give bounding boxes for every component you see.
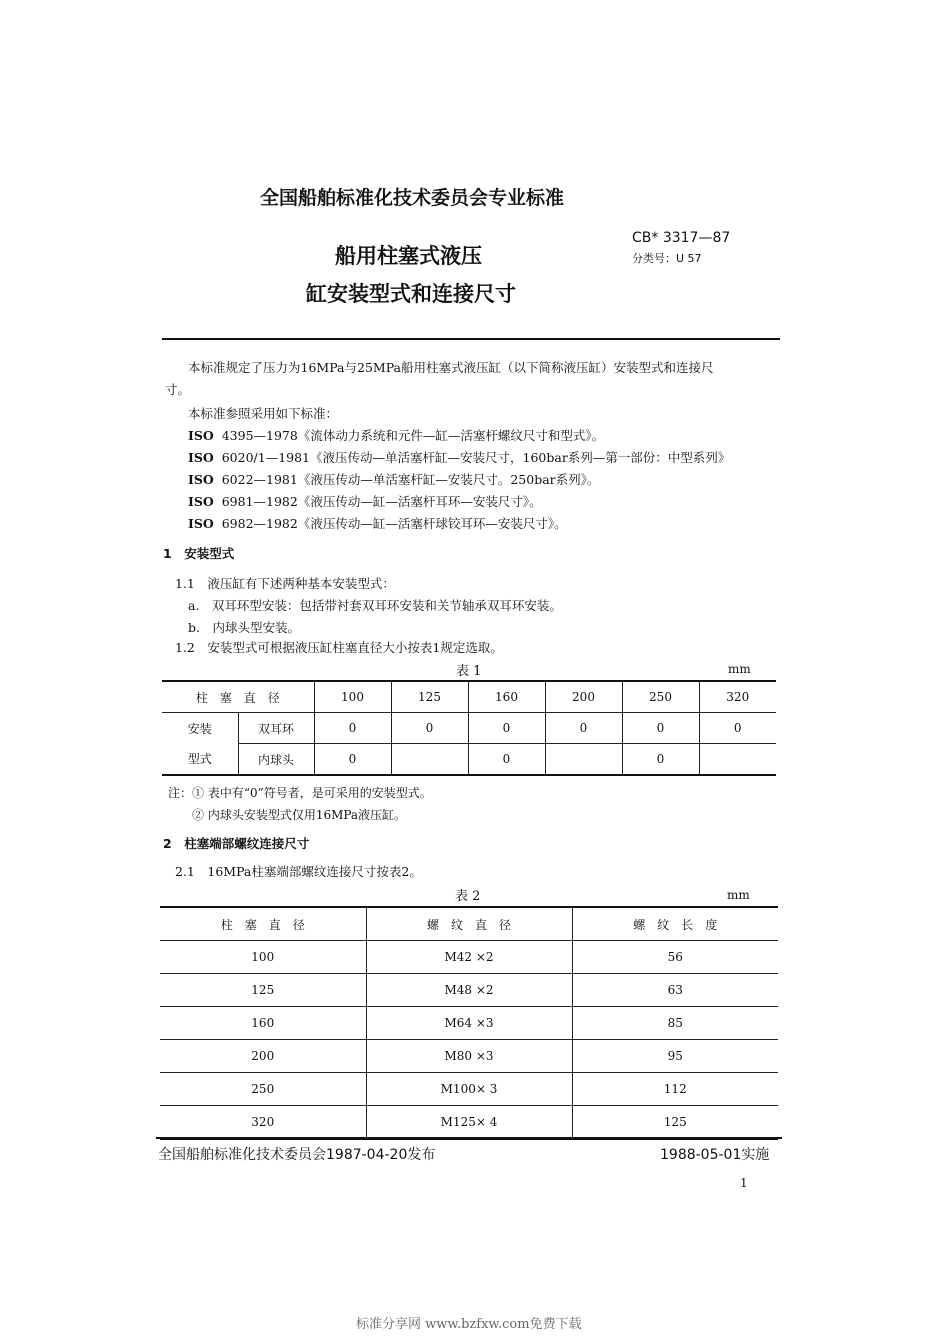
row-group-label-top: 安装 [162, 713, 238, 744]
iso-label: ISO [188, 516, 214, 531]
table-cell: 0 [622, 744, 699, 776]
table-cell: M125× 4 [366, 1106, 572, 1140]
table-cell: 0 [545, 713, 622, 744]
iso-label: ISO [188, 494, 214, 509]
table-2 [160, 908, 778, 1140]
table-cell: 250 [160, 1073, 366, 1106]
table-cell: 125 [160, 974, 366, 1007]
table-cell: 56 [572, 941, 778, 974]
table-1 [162, 682, 776, 776]
table-cell: 125 [572, 1106, 778, 1140]
table-2-caption: 表 2 [455, 889, 481, 904]
table-cell: 95 [572, 1040, 778, 1073]
table-row [160, 1073, 778, 1106]
table-cell: 0 [468, 744, 545, 776]
title-line-1: 船用柱塞式液压 [335, 244, 482, 268]
item-b: b. 内球头型安装。 [188, 620, 300, 635]
table-row [160, 1040, 778, 1073]
iso-label: ISO [188, 450, 214, 465]
section-2-heading: 2 柱塞端部螺纹连接尺寸 [163, 836, 310, 851]
table-cell: 0 [699, 713, 776, 744]
footer-rule [156, 1137, 782, 1139]
clause-1-1: 1.1 液压缸有下述两种基本安装型式： [175, 576, 395, 591]
reference-item [188, 492, 542, 510]
section-1-heading: 1 安装型式 [163, 546, 235, 561]
table-row [160, 974, 778, 1007]
table-row [160, 1007, 778, 1040]
table-cell: M48 ×2 [366, 974, 572, 1007]
table-cell: 320 [160, 1106, 366, 1140]
table-header: 柱 塞 直 径 [160, 908, 366, 941]
reference-text: 6020/1—1981《液压传动—单活塞杆缸—安装尺寸，160bar系列—第一部份：中型系列》 [221, 450, 731, 465]
table-header: 螺 纹 长 度 [572, 908, 778, 941]
table-row [160, 941, 778, 974]
standard-org: 全国船舶标准化技术委员会专业标准 [260, 187, 565, 209]
table-1-unit: mm [728, 662, 751, 676]
table-1-header-label: 柱 塞 直 径 [162, 682, 314, 713]
table-cell: 0 [622, 713, 699, 744]
table-cell [545, 744, 622, 776]
table-1-header-row [162, 682, 776, 713]
table-row [162, 744, 776, 776]
table-cell [391, 744, 468, 776]
table-cell [699, 744, 776, 776]
classification-number: 分类号：U 57 [632, 252, 702, 265]
table-cell: 125 [391, 682, 468, 713]
table-cell: 63 [572, 974, 778, 1007]
table-cell: 85 [572, 1007, 778, 1040]
table-cell: 200 [545, 682, 622, 713]
table-cell: 160 [160, 1007, 366, 1040]
reference-text: 6022—1981《液压传动—单活塞杆缸—安装尺寸。250bar系列》。 [221, 472, 600, 487]
table-header: 螺 纹 直 径 [366, 908, 572, 941]
table-cell: 100 [314, 682, 391, 713]
table-cell: 320 [699, 682, 776, 713]
table-2-header-row [160, 908, 778, 941]
table-row [160, 1106, 778, 1140]
reference-text: 6981—1982《液压传动—缸—活塞杆耳环—安装尺寸》。 [221, 494, 542, 509]
table-cell: 100 [160, 941, 366, 974]
table-cell: 250 [622, 682, 699, 713]
reference-item [188, 514, 567, 532]
table-1-caption: 表 1 [456, 664, 482, 679]
reference-item [188, 426, 604, 444]
clause-1-2: 1.2 安装型式可根据液压缸柱塞直径大小按表1规定选取。 [175, 640, 503, 655]
intro-paragraph-2: 本标准参照采用如下标准： [188, 406, 339, 421]
iso-label: ISO [188, 428, 214, 443]
intro-paragraph-1-cont: 寸。 [165, 382, 191, 397]
watermark: 标准分享网 www.bzfxw.com免费下载 [356, 1317, 582, 1332]
table-cell: M80 ×3 [366, 1040, 572, 1073]
table-2-unit: mm [727, 888, 750, 902]
table-cell: 112 [572, 1073, 778, 1106]
note-1: 注：① 表中有“0”符号者，是可采用的安装型式。 [168, 786, 432, 800]
title-line-2: 缸安装型式和连接尺寸 [306, 282, 516, 306]
issue-info: 全国船舶标准化技术委员会1987-04-20发布 [158, 1147, 436, 1163]
reference-item [188, 470, 599, 488]
iso-label: ISO [188, 472, 214, 487]
table-cell: M64 ×3 [366, 1007, 572, 1040]
table-cell: 0 [314, 713, 391, 744]
row-label: 双耳环 [238, 713, 314, 744]
effective-date: 1988-05-01实施 [660, 1147, 770, 1163]
standard-number: CB* 3317—87 [632, 230, 731, 246]
note-2: ② 内球头安装型式仅用16MPa液压缸。 [192, 808, 407, 822]
reference-item [188, 448, 730, 466]
intro-paragraph-1: 本标准规定了压力为16MPa与25MPa船用柱塞式液压缸（以下简称液压缸）安装型式和连接尺 [188, 360, 714, 375]
table-cell: 0 [391, 713, 468, 744]
table-cell: 160 [468, 682, 545, 713]
table-cell: M42 ×2 [366, 941, 572, 974]
page-number: 1 [740, 1176, 748, 1190]
reference-text: 4395—1978《流体动力系统和元件—缸—活塞杆螺纹尺寸和型式》。 [221, 428, 605, 443]
table-cell: 0 [314, 744, 391, 776]
item-a: a. 双耳环型安装：包括带衬套双耳环安装和关节轴承双耳环安装。 [188, 598, 562, 613]
table-cell: M100× 3 [366, 1073, 572, 1106]
row-label: 内球头 [238, 744, 314, 776]
table-row [162, 713, 776, 744]
table-cell: 0 [468, 713, 545, 744]
title-divider [162, 338, 780, 340]
reference-text: 6982—1982《液压传动—缸—活塞杆球铰耳环—安装尺寸》。 [221, 516, 567, 531]
table-cell: 200 [160, 1040, 366, 1073]
clause-2-1: 2.1 16MPa柱塞端部螺纹连接尺寸按表2。 [175, 864, 422, 879]
row-group-label-bottom: 型式 [162, 744, 238, 776]
